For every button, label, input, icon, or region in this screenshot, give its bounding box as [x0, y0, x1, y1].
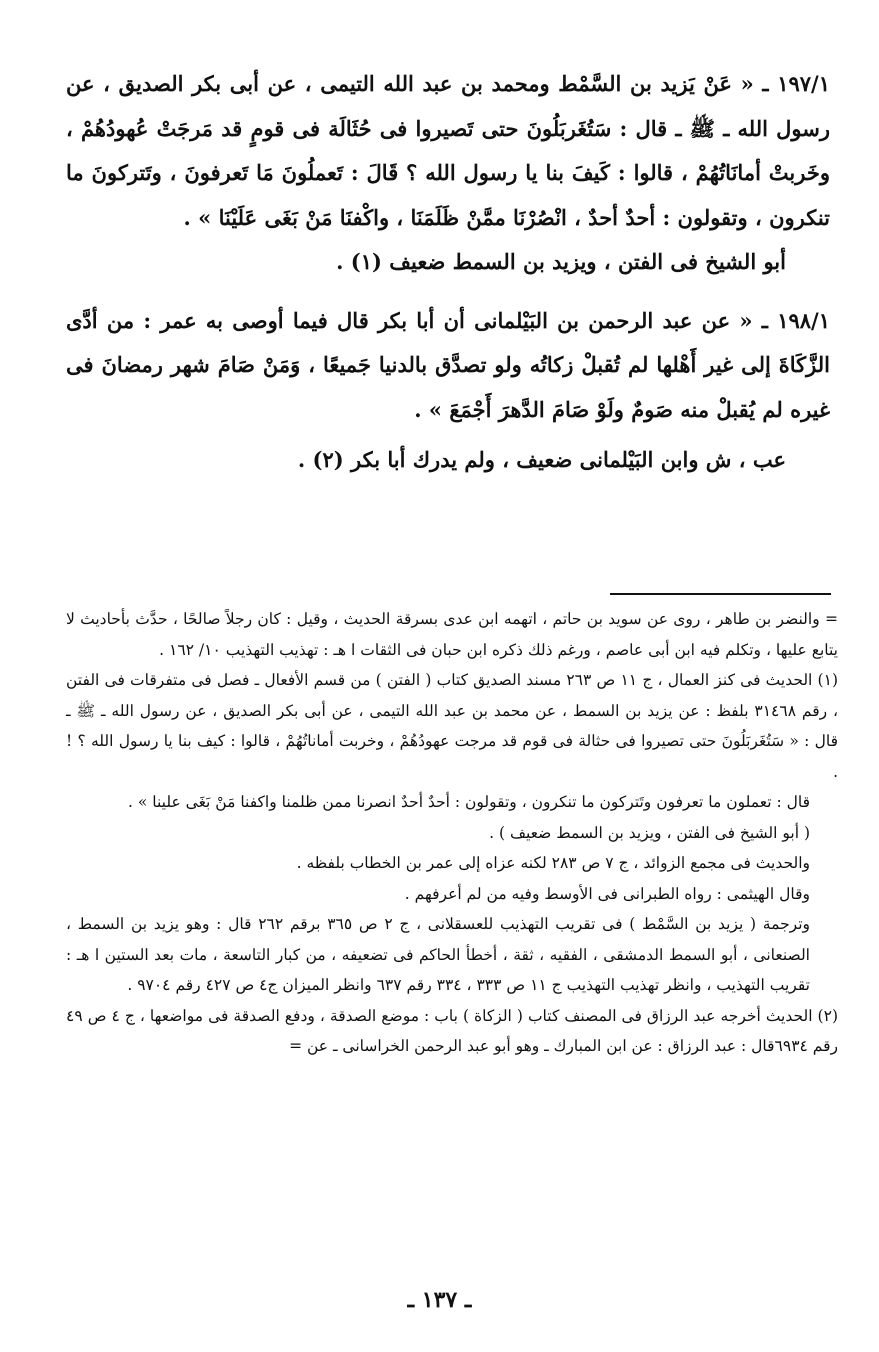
footnote-1: (١) الحديث فى كنز العمال ، ج ١١ ص ٢٦٣ مسند الصديق كتاب ( الفتن ) من قسم الأفعال ـ فصل فى متفرقات فى الفتن ، رقم ٣١٤٦٨ بلفظ : عن يزيد بن السمط ، عن محمد بن عبد الله التيمى ، عن أبى بكر الصديق ، عن رسول الله ـ ﷺ ـ قال : « سَتُغَربَلُونَ حتى تصيروا فى حثالة فى قوم قد مرجت عهودُهُمْ ، وخربت أماناتُهُمْ ، قالوا : كيف بنا يا رسول الله ؟ ! .: [66, 671, 838, 781]
footnote-separator: [610, 593, 831, 595]
footnote-2: (٢) الحديث أخرجه عبد الرزاق فى المصنف كتاب ( الزكاة ) باب : موضع الصدقة ، ودفع الصدقة فى مواضعها ، ج ٤ ص ٤٩ رقم ٦٩٣٤قال : عبد الرزاق : عن ابن المبارك ـ وهو أبو عبد الرحمن الخراسانى ـ عن =: [66, 1006, 838, 1055]
hadith-197-source: أبو الشيخ فى الفتن ، ويزيد بن السمط ضعيف (١) .: [336, 249, 786, 274]
footnote-1-zawaid: والحديث فى مجمع الزوائد ، ج ٧ ص ٢٨٣ لكنه عزاه إلى عمر بن الخطاب بلفظه .: [296, 854, 810, 872]
page-number: ـ ١٣٧ ـ: [407, 1287, 472, 1313]
footnotes: [66, 604, 838, 1062]
footnote-1-qal: قال : تعملون ما تعرفون وتَتركون ما تنكرون ، وتقولون : أحدٌ أحدٌ انصرنا ممن ظلمنا واكفنا مَنْ بَغَى علينا » .: [128, 793, 810, 811]
hadith-198: ١٩٨/١ ـ « عن عبد الرحمن بن البَيْلمانى أن أبا بكر قال فيما أوصى به عمر : من أدَّى الزَّكَاةَ إلى غير أَهْلها لم تُقبلْ زكاتُه ولو تصدَّق بالدنيا جَميعًا ، وَمَنْ صَامَ شهر رمضانَ فى غيره لم يُقبلْ منه صَومٌ ولَوْ صَامَ الدَّهرَ أَجْمَعَ » .: [66, 307, 830, 422]
footnote-continuation: = والنضر بن طاهر ، روى عن سويد بن حاتم ، اتهمه ابن عدى بسرقة الحديث ، وقيل : كان رجلاً صالحًا ، حدَّث بأحاديث لا يتابع عليها ، وتكلم فيه ابن أبى عاصم ، ورغم ذلك ذكره ابن حبان فى الثقات ا هـ : تهذيب التهذيب ١٠/ ١٦٢ .: [66, 610, 838, 659]
hadith-198-source: عب ، ش وابن البَيْلمانى ضعيف ، ولم يدرك أبا بكر (٢) .: [297, 447, 786, 472]
footnote-1-tarjama: وترجمة ( يزيد بن السَّمْط ) فى تقريب التهذيب للعسقلانى ، ج ٢ ص ٣٦٥ برقم ٢٦٢ قال : وهو يزيد بن السمط ، الصنعانى ، أبو السمط الدمشقى ، الفقيه ، ثقة ، أخطأ الحاكم فى تضعيفه ، من كبار التاسعة ، مات بعد الستين ا هـ : تقريب التهذيب ، وانظر تهذيب التهذيب ج ١١ ص ٣٣٣ ، ٣٣٤ رقم ٦٣٧ وانظر الميزان ج٤ ص ٤٢٧ رقم ٩٧٠٤ .: [66, 915, 811, 994]
hadith-197: ١٩٧/١ ـ « عَنْ يَزيد بن السَّمْط ومحمد بن عبد الله التيمى ، عن أبى بكر الصديق ، عن رسول الله ـ ﷺ ـ قال : سَتُغَربَلُونَ حتى تَصيروا فى حُثَالَة فى قومٍ قد مَرجَتْ عُهودُهُمْ ، وخَربتْ أمانَاتُهُمْ ، قالوا : كَيفَ بنا يا رسول الله ؟ قَالَ : تَعملُونَ مَا تَعرفونَ ، وتَتركونَ ما تنكرون ، وتقولون : أحدٌ أحدٌ ، انْصُرْنَا ممَّنْ ظَلَمَنَا ، واكْفنَا مَنْ بَغَى عَلَيْنَا » .: [66, 71, 830, 230]
main-text: [66, 62, 830, 483]
footnote-1-source: ( أبو الشيخ فى الفتن ، ويزيد بن السمط ضعيف ) .: [489, 823, 810, 842]
footnote-1-haythami: وقال الهيثمى : رواه الطبرانى فى الأوسط وفيه من لم أعرفهم .: [404, 884, 810, 903]
